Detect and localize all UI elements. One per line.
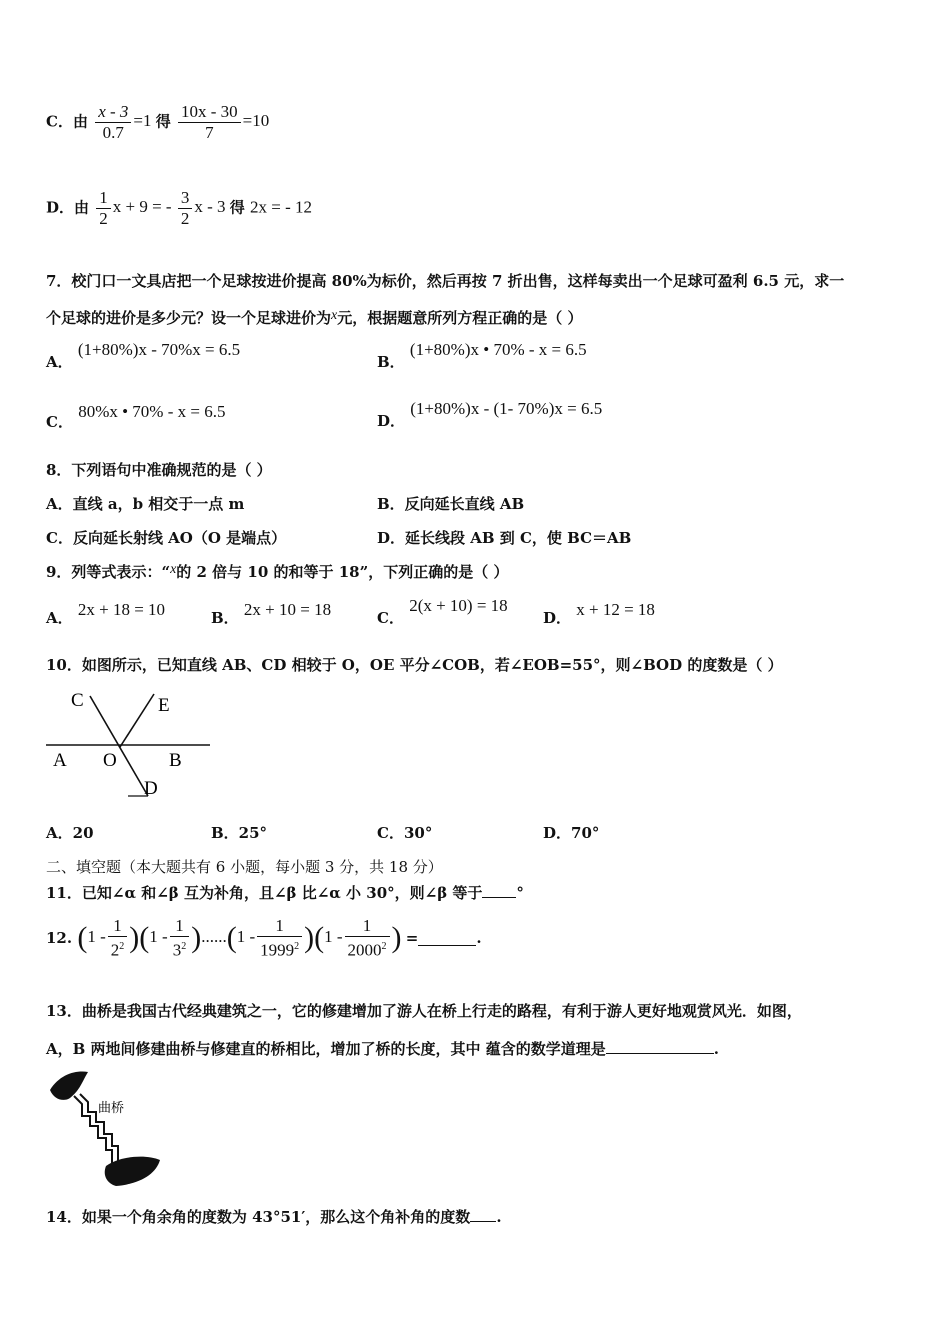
q13-bridge-figure [46, 1068, 166, 1190]
q7-option-c[interactable]: C． 80%x • 70% - x = 6.5 [46, 402, 226, 431]
q6-c-fraction-1: $\frac{x - 3}{0.7}$ [95, 102, 131, 143]
q6-d-fraction-1: $\frac{1}{2}$ [96, 188, 111, 229]
label-c: C [71, 690, 84, 711]
q6-c-fraction-2: $\frac{10x - 30}{7}$ [178, 102, 241, 143]
q10-option-a[interactable]: A．20 [46, 824, 94, 842]
q11-text: 11．已知∠α 和∠β 互为补角，且∠β 比∠α 小 30°，则∠β 等于 ° [46, 884, 524, 902]
line-cd [90, 696, 148, 796]
q9-option-c[interactable]: C． 2(x + 10) = 18 [377, 596, 508, 627]
label-b: B [169, 750, 182, 771]
label-o: O [103, 750, 117, 771]
q8-option-a[interactable]: A．直线 a，b 相交于一点 m [46, 495, 245, 513]
q7-stem-line1: 7．校门口一文具店把一个足球按进价提高 80%为标价，然后再按 7 折出售，这样每卖出一个足球可盈利 6.5 元，求一 [46, 272, 845, 290]
island-b [105, 1157, 160, 1186]
q10-stem: 10．如图所示，已知直线 AB、CD 相较于 O，OE 平分∠COB，若∠EOB=55°，则∠BOD 的度数是（ ） [46, 656, 783, 674]
q11-answer-blank[interactable] [482, 883, 516, 898]
q6-option-c: C．由 $\frac{x - 3}{0.7}$ =1 得 $\frac{10x - 30}{7}$ =10 [46, 102, 270, 142]
q13-line1: 13．曲桥是我国古代经典建筑之一，它的修建增加了游人在桥上行走的路程，有利于游人更好地观赏风光．如图， [46, 1002, 802, 1020]
q8-stem: 8．下列语句中准确规范的是（ ） [46, 461, 272, 479]
q10-lines-figure [44, 684, 214, 802]
q7-option-b[interactable]: B． (1+80%)x • 70% - x = 6.5 [377, 340, 587, 371]
q14-text: 14．如果一个角余角的度数为 43°51′，那么这个角补角的度数 . [46, 1208, 502, 1226]
q13-answer-blank[interactable] [606, 1039, 714, 1054]
q12-answer-blank[interactable] [418, 931, 476, 946]
label-e: E [158, 695, 170, 716]
q10-option-b[interactable]: B．25° [211, 824, 268, 842]
q12-expression: 12. (1 - $\frac{1}{2^2}$ )(1 - $\frac{1}{3^2}$ )......(1 - $\frac{1}{1999^2}$ )(1 - $\frac{1}{2000^2}$ ) = . [46, 916, 482, 960]
q8-option-b[interactable]: B．反向延长直线 AB [377, 495, 525, 513]
label-a: A [53, 750, 67, 771]
q13-line2: A，B 两地间修建曲桥与修建直的桥相比，增加了桥的长度，其中 蕴含的数学道理是 . [46, 1040, 719, 1058]
q6-d-fraction-2: $\frac{3}{2}$ [178, 188, 193, 229]
bridge-label: 曲桥 [98, 1100, 125, 1115]
q7-stem-line2: 个足球的进价是多少元？设一个足球进价为x元，根据题意所列方程正确的是（ ） [46, 308, 583, 327]
q7-option-d[interactable]: D． (1+80%)x - (1- 70%)x = 6.5 [377, 399, 603, 430]
q7-option-a[interactable]: A． (1+80%)x - 70%x = 6.5 [46, 340, 241, 371]
label-d: D [144, 778, 158, 799]
ray-oe [120, 694, 154, 747]
q14-answer-blank[interactable] [470, 1207, 496, 1222]
q9-option-a[interactable]: A． 2x + 18 = 10 [46, 600, 166, 627]
q9-stem: 9．列等式表示：“x的 2 倍与 10 的和等于 18”，下列正确的是（ ） [46, 562, 509, 581]
q9-option-b[interactable]: B． 2x + 10 = 18 [211, 600, 332, 627]
q10-option-d[interactable]: D．70° [543, 824, 600, 842]
q8-option-d[interactable]: D．延长线段 AB 到 C，使 BC＝AB [377, 529, 632, 547]
q6-option-d: D．由 $\frac{1}{2}$ x + 9 = - $\frac{3}{2}$ x - 3 得 2x = - 12 [46, 188, 313, 228]
section2-title: 二、填空题（本大题共有 6 小题，每小题 3 分，共 18 分） [46, 858, 443, 876]
q10-option-c[interactable]: C．30° [377, 824, 433, 842]
q8-option-c[interactable]: C．反向延长射线 AO（O 是端点） [46, 529, 287, 547]
q9-option-d[interactable]: D． x + 12 = 18 [543, 600, 655, 627]
